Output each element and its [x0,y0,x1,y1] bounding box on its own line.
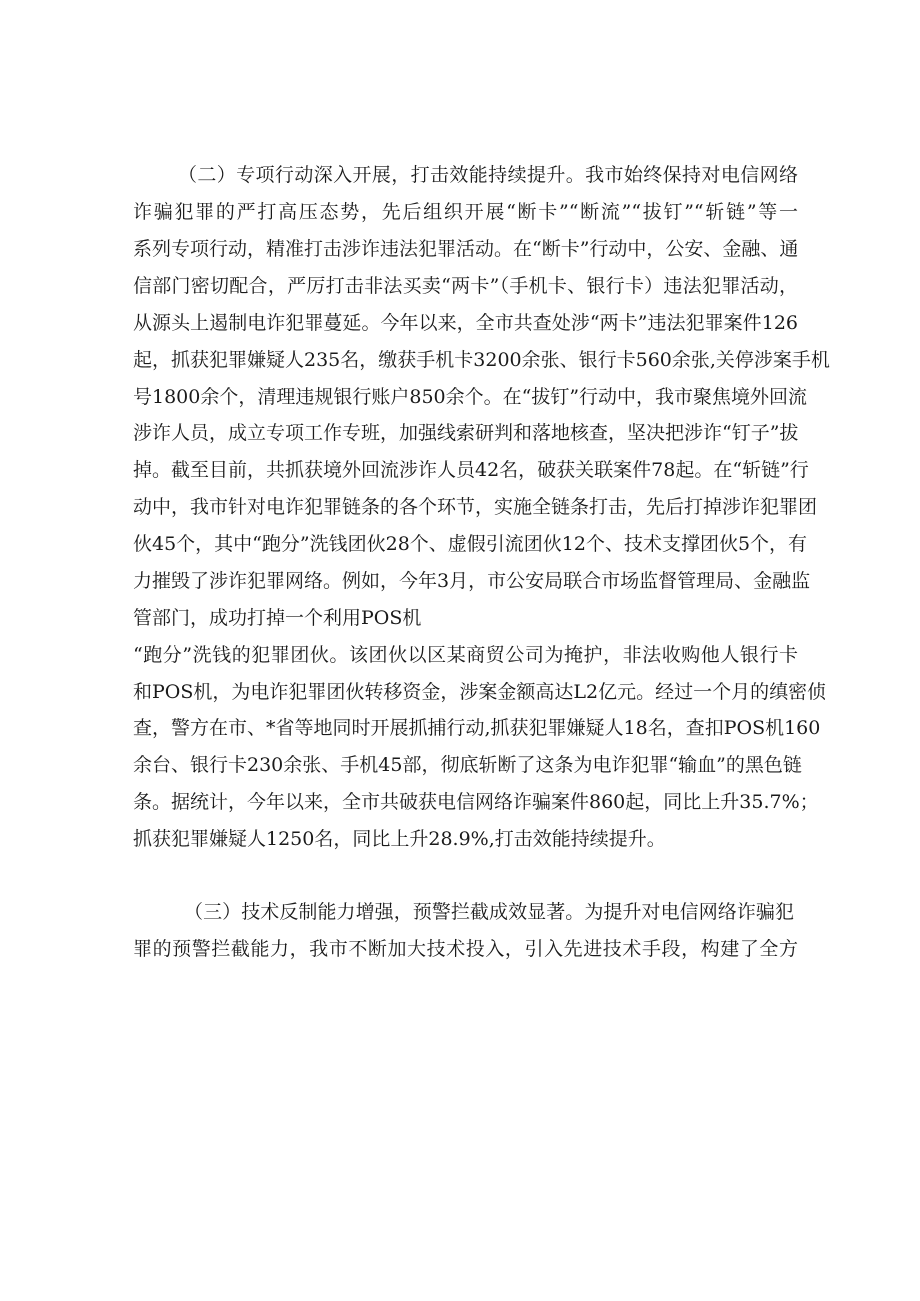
paragraph-2-line-6: 起，抓获犯罪嫌疑人235名，缴获手机卡3200余张、银行卡560余张,关停涉案手机 [133,349,830,371]
paragraph-2-line-1: （二）专项行动深入开展，打击效能持续提升。我市始终保持对电信网络 [178,164,798,186]
paragraph-3-line-2: 罪的预警拦截能力，我市不断加大技术投入，引入先进技术手段，构建了全方 [133,938,798,960]
paragraph-2-line-12: 力摧毁了涉诈犯罪网络。例如，今年3月，市公安局联合市场监督管理局、金融监 [133,570,811,592]
paragraph-2-line-18: 条。据统计，今年以来，全市共破获电信网络诈骗案件860起，同比上升35.7%； [133,791,819,813]
paragraph-2-line-7: 号1800余个，清理违规银行账户850余个。在“拔钉”行动中，我市聚焦境外回流 [133,386,808,408]
paragraph-2-line-2: 诈骗犯罪的严打高压态势，先后组织开展“断卡”“断流”“拔钉”“斩链”等一 [133,201,798,223]
paragraph-3-line-1: （三）技术反制能力增强，预警拦截成效显著。为提升对电信网络诈骗犯 [184,901,794,923]
paragraph-2-line-13: 管部门，成功打掉一个利用POS机 [133,607,422,629]
paragraph-2-line-11: 伙45个，其中“跑分”洗钱团伙28个、虚假引流团伙12个、技术支撑团伙5个，有 [133,533,808,555]
paragraph-2-line-8: 涉诈人员，成立专项工作专班，加强线索研判和落地核查，坚决把涉诈“钉子”拔 [133,422,799,444]
paragraph-2-line-15: 和POS机，为电诈犯罪团伙转移资金，涉案金额高达L2亿元。经过一个月的缜密侦 [133,681,827,703]
paragraph-2-line-4: 信部门密切配合，严厉打击非法买卖“两卡”（手机卡、银行卡）违法犯罪活动， [133,275,798,297]
paragraph-2-line-3: 系列专项行动，精准打击涉诈违法犯罪活动。在“断卡”行动中，公安、金融、通 [133,238,799,260]
paragraph-2-line-14: “跑分”洗钱的犯罪团伙。该团伙以区某商贸公司为掩护，非法收购他人银行卡 [133,644,798,666]
paragraph-2-line-16: 查，警方在市、*省等地同时开展抓捕行动,抓获犯罪嫌疑人18名，查扣POS机160 [133,717,821,739]
paragraph-2-line-10: 动中，我市针对电诈犯罪链条的各个环节，实施全链条打击，先后打掉涉诈犯罪团 [133,496,818,518]
paragraph-2-line-17: 余台、银行卡230余张、手机45部，彻底斩断了这条为电诈犯罪“输血”的黑色链 [133,754,802,776]
paragraph-2-line-19: 抓获犯罪嫌疑人1250名，同比上升28.9%,打击效能持续提升。 [133,828,666,850]
paragraph-2-line-9: 掉。截至目前，共抓获境外回流涉诈人员42名，破获关联案件78起。在“斩链”行 [133,459,809,481]
paragraph-2-line-5: 从源头上遏制电诈犯罪蔓延。今年以来，全市共查处涉“两卡”违法犯罪案件126 [133,312,798,334]
